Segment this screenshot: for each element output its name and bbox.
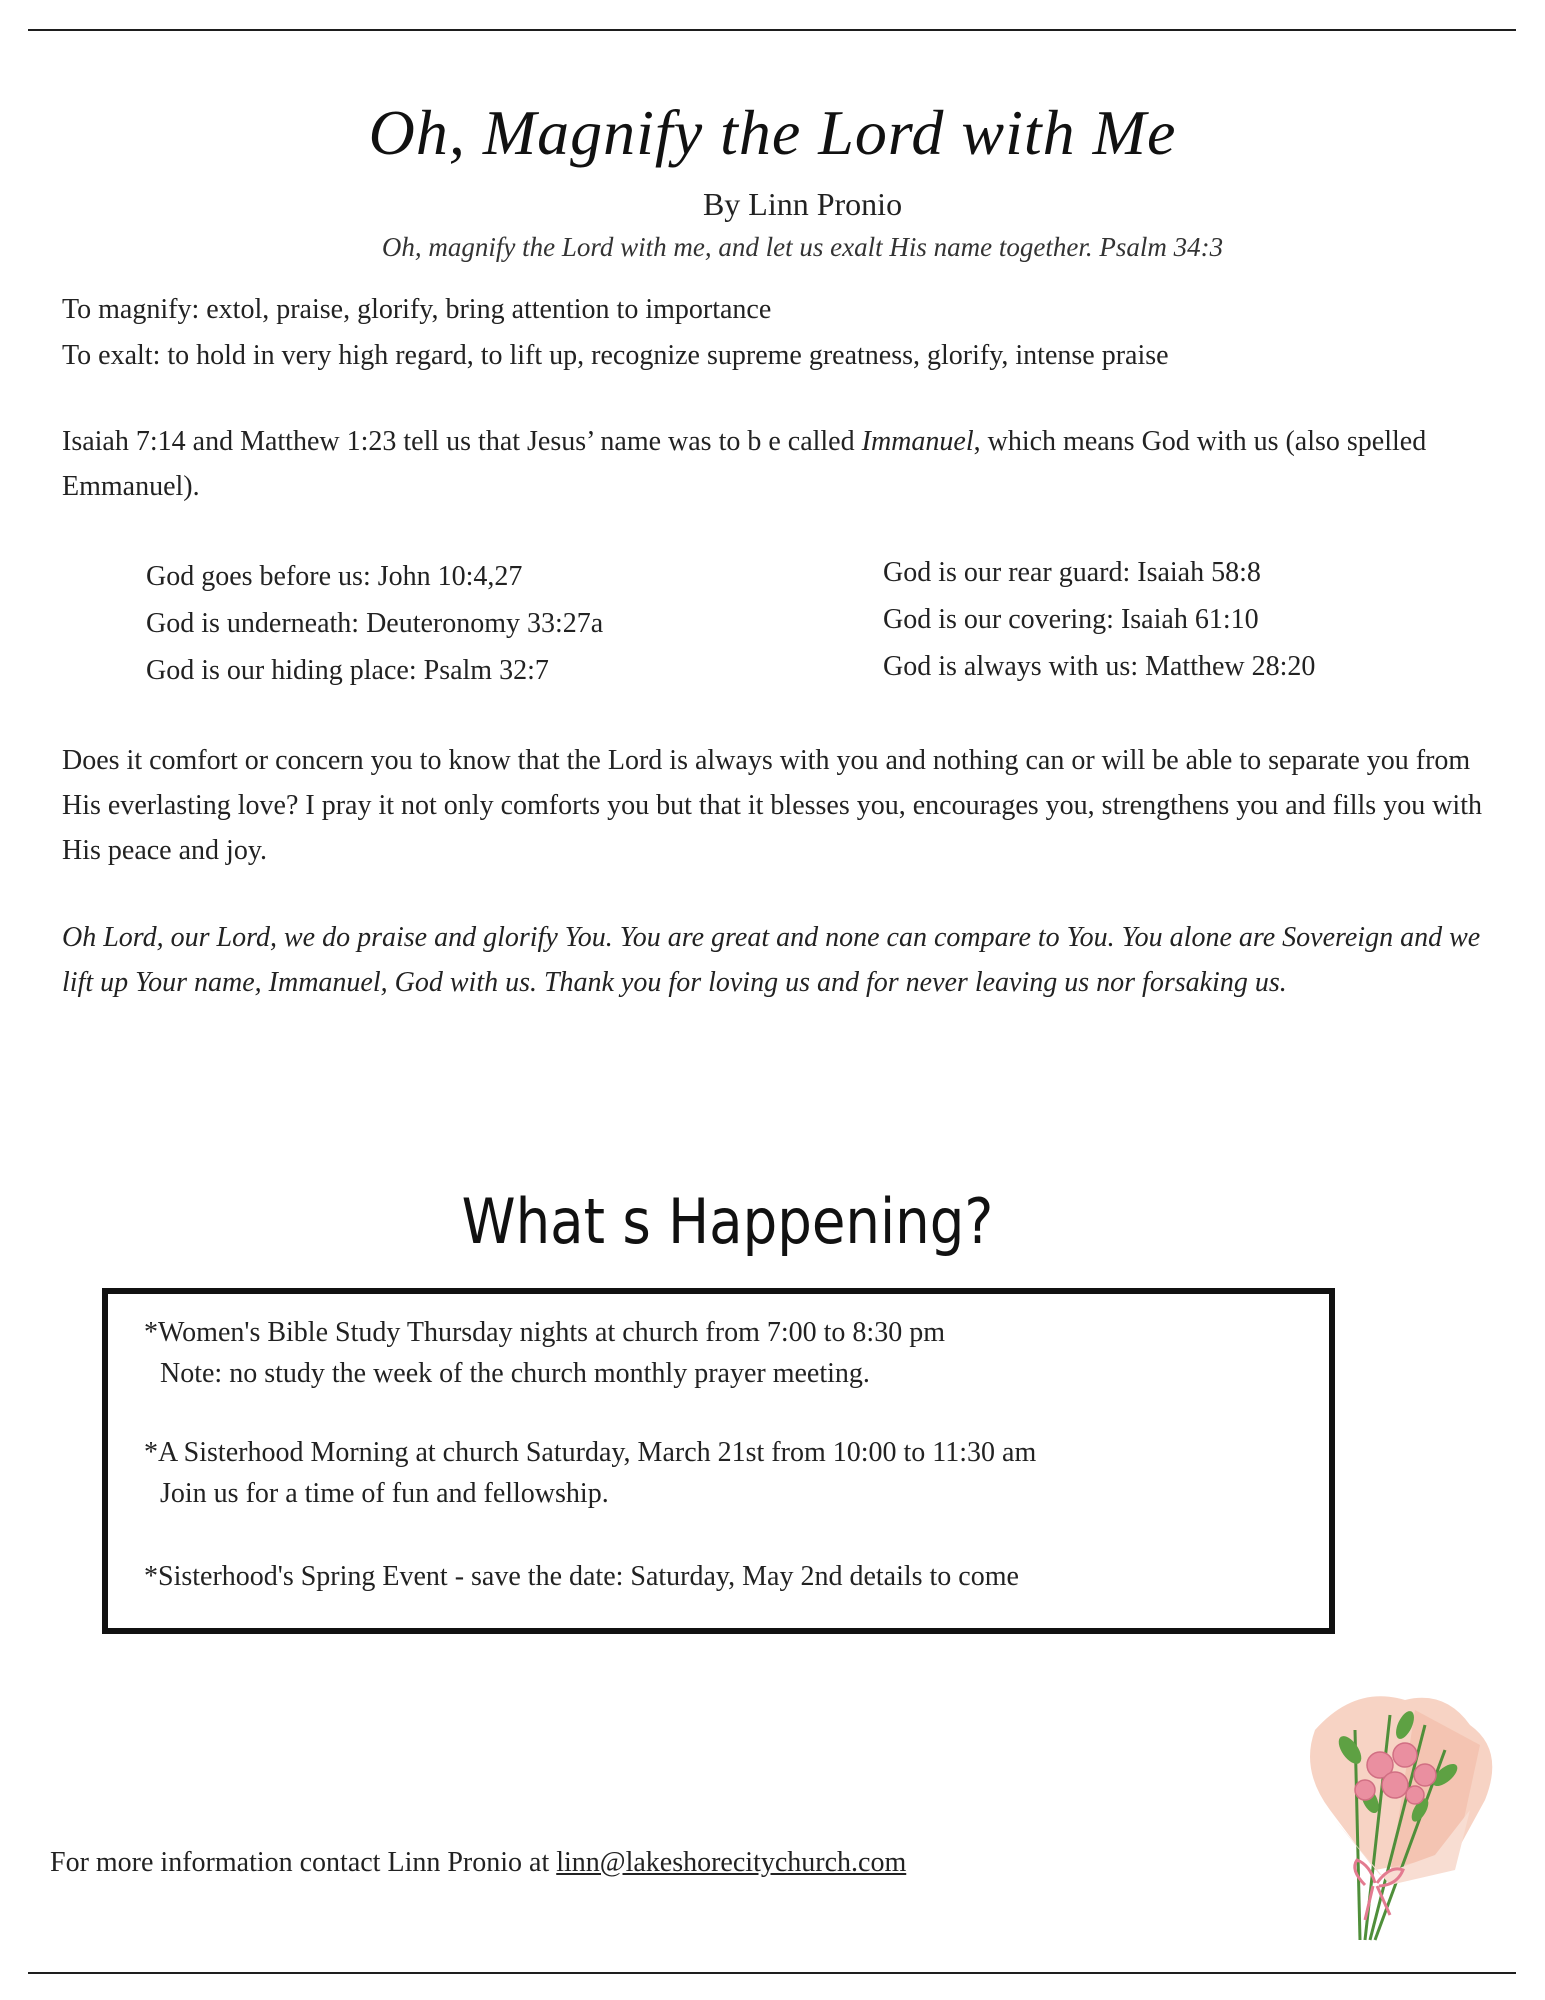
definition-magnify: To magnify: extol, praise, glorify, bring attention to importance xyxy=(62,294,772,325)
contact-text: For more information contact Linn Pronio at xyxy=(50,1847,557,1878)
top-rule xyxy=(28,29,1516,31)
verse-item: God is our covering: Isaiah 61:10 xyxy=(883,604,1259,635)
event-item xyxy=(144,1312,945,1394)
whats-happening-heading: What s Happening? xyxy=(461,1185,994,1258)
verse-item: God is underneath: Deuteronomy 33:27a xyxy=(146,608,604,639)
article-title: Oh, Magnify the Lord with Me xyxy=(368,97,1177,168)
event-note: Note: no study the week of the church monthly prayer meeting. xyxy=(160,1358,870,1389)
byline: By Linn Pronio xyxy=(702,186,903,222)
event-main: *Women's Bible Study Thursday nights at church from 7:00 to 8:30 pm xyxy=(144,1317,945,1348)
verse-item: God is our hiding place: Psalm 32:7 xyxy=(146,655,549,686)
definition-exalt: To exalt: to hold in very high regard, to lift up, recognize supreme greatness, glorify, intense praise xyxy=(62,340,1169,371)
epigraph: Oh, magnify the Lord with me, and let us exalt His name together. Psalm 34:3 xyxy=(381,232,1224,262)
contact-email-link[interactable]: linn@lakeshorecitychurch.com xyxy=(556,1847,907,1878)
event-note: Join us for a time of fun and fellowship. xyxy=(160,1478,609,1509)
immanuel-text-before: Isaiah 7:14 and Matthew 1:23 tell us that Jesus’ name was to b e called xyxy=(62,426,862,457)
contact-line xyxy=(50,1847,906,1879)
event-item xyxy=(144,1556,1019,1597)
immanuel-paragraph xyxy=(62,419,1492,509)
verse-list-left xyxy=(146,553,603,694)
immanuel-emphasis: Immanuel xyxy=(861,426,974,457)
bouquet-illustration xyxy=(1295,1670,1510,1950)
event-main: *A Sisterhood Morning at church Saturday, March 21st from 10:00 to 11:30 am xyxy=(144,1437,1037,1468)
events-box xyxy=(102,1288,1335,1634)
verse-list-right xyxy=(883,549,1315,690)
immanuel-text-after: , which means God with us (also spelled Emmanuel). xyxy=(62,426,1427,502)
comfort-paragraph: Does it comfort or concern you to know that the Lord is always with you and nothing can or will be able to separate you from His everlasting love? I pray it not only comforts you but that it blesses you, encourages you, strengthens you and fills you with His peace and joy. xyxy=(62,745,1482,866)
bottom-rule xyxy=(28,1972,1516,1974)
verse-item: God is our rear guard: Isaiah 58:8 xyxy=(883,557,1261,588)
verse-item: God is always with us: Matthew 28:20 xyxy=(883,651,1316,682)
verse-item: God goes before us: John 10:4,27 xyxy=(146,561,523,592)
event-item xyxy=(144,1432,1036,1514)
event-main: *Sisterhood's Spring Event - save the date: Saturday, May 2nd details to come xyxy=(144,1561,1019,1592)
prayer-paragraph: Oh Lord, our Lord, we do praise and glorify You. You are great and none can compare to You. You alone are Sovereign and we lift up Your name, Immanuel, God with us. Thank you for loving us and for never leaving us nor forsaking us. xyxy=(62,922,1481,998)
